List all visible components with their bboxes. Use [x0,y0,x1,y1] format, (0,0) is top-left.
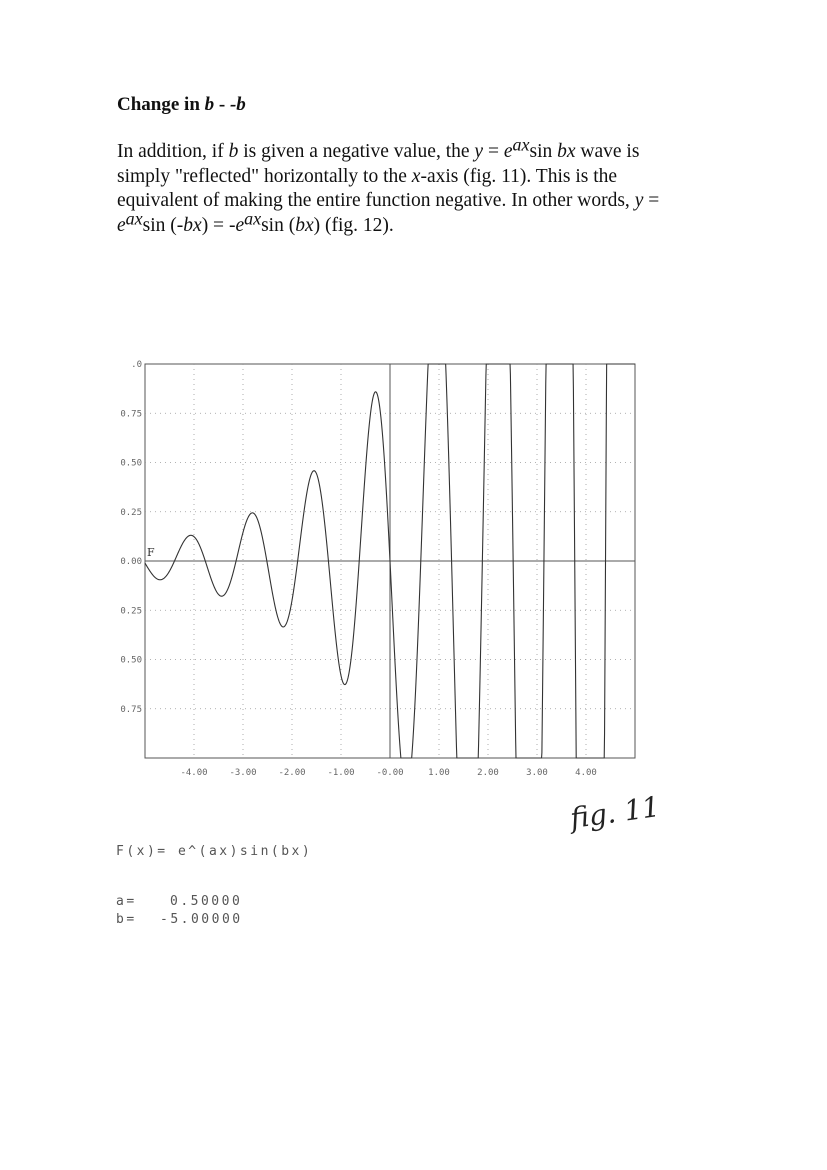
formula-label: F(x)= e^(ax)sin(bx) [116,844,313,859]
param-a-value: 0.50000 [170,894,243,909]
text-run: = [643,190,660,211]
math-y: y [634,190,644,211]
function-plot [100,352,645,782]
text-run: = [483,141,504,162]
heading-separator: - [214,94,230,115]
text-run: sin ( [142,214,177,236]
heading-neg-b: -b [229,94,246,115]
param-b-label: b= [116,912,137,927]
math-ax: ax [244,208,262,229]
math-ax: ax [512,134,530,155]
heading-b: b [204,94,215,115]
x-tick-label: -1.00 [327,768,355,778]
heading-prefix: Change in [117,94,205,115]
text-run: -axis (fig. 11). This is the equivalent of making the entire function negative. In other words, [117,165,635,211]
x-tick-label: -3.00 [229,768,257,778]
y-tick-label: 0.25 [120,507,142,518]
text-run: ) = [201,214,229,236]
math-ax: ax [125,208,143,229]
math-e: e [235,214,245,236]
y-tick-label: 0.75 [120,704,142,715]
text-run: is given a negative value, the [238,141,475,162]
y-tick-label: 0.50 [120,655,142,666]
math-e: e [117,214,126,236]
x-tick-label: 1.00 [428,768,450,778]
x-tick-label: 4.00 [575,768,597,778]
y-tick-label: 0.00 [120,557,142,567]
text-run: ) (fig. 12). [313,214,394,236]
x-tick-label: 3.00 [526,768,548,778]
math-x: x [411,165,421,187]
text-run: - [228,214,236,236]
x-tick-label: 2.00 [477,768,499,778]
text-run: In addition, if [117,141,229,162]
param-a-label: a= [116,894,137,909]
param-b-value: -5.00000 [160,912,243,927]
math-bx: bx [557,141,576,162]
section-heading [117,94,246,116]
x-tick-label: -2.00 [278,768,306,778]
math-neg-bx: -bx [176,214,202,236]
body-paragraph [117,134,677,238]
x-tick-label: -4.00 [180,768,208,778]
x-tick-label: -0.00 [376,768,404,778]
text-run: sin ( [261,214,296,236]
math-bx: bx [295,214,314,236]
math-b: b [228,141,239,162]
text-run: sin [529,141,558,162]
text-run: wave is simply "reflected" horizontally to the [117,141,640,187]
y-tick-label: 0.50 [120,458,142,469]
y-tick-label: .0 [131,360,142,370]
series-label: F [147,546,155,559]
figure-label: fig. 11 [568,789,662,836]
math-e: e [503,141,513,162]
y-tick-label: 0.25 [120,606,142,617]
y-tick-label: 0.75 [120,409,142,420]
math-y: y [474,141,484,162]
